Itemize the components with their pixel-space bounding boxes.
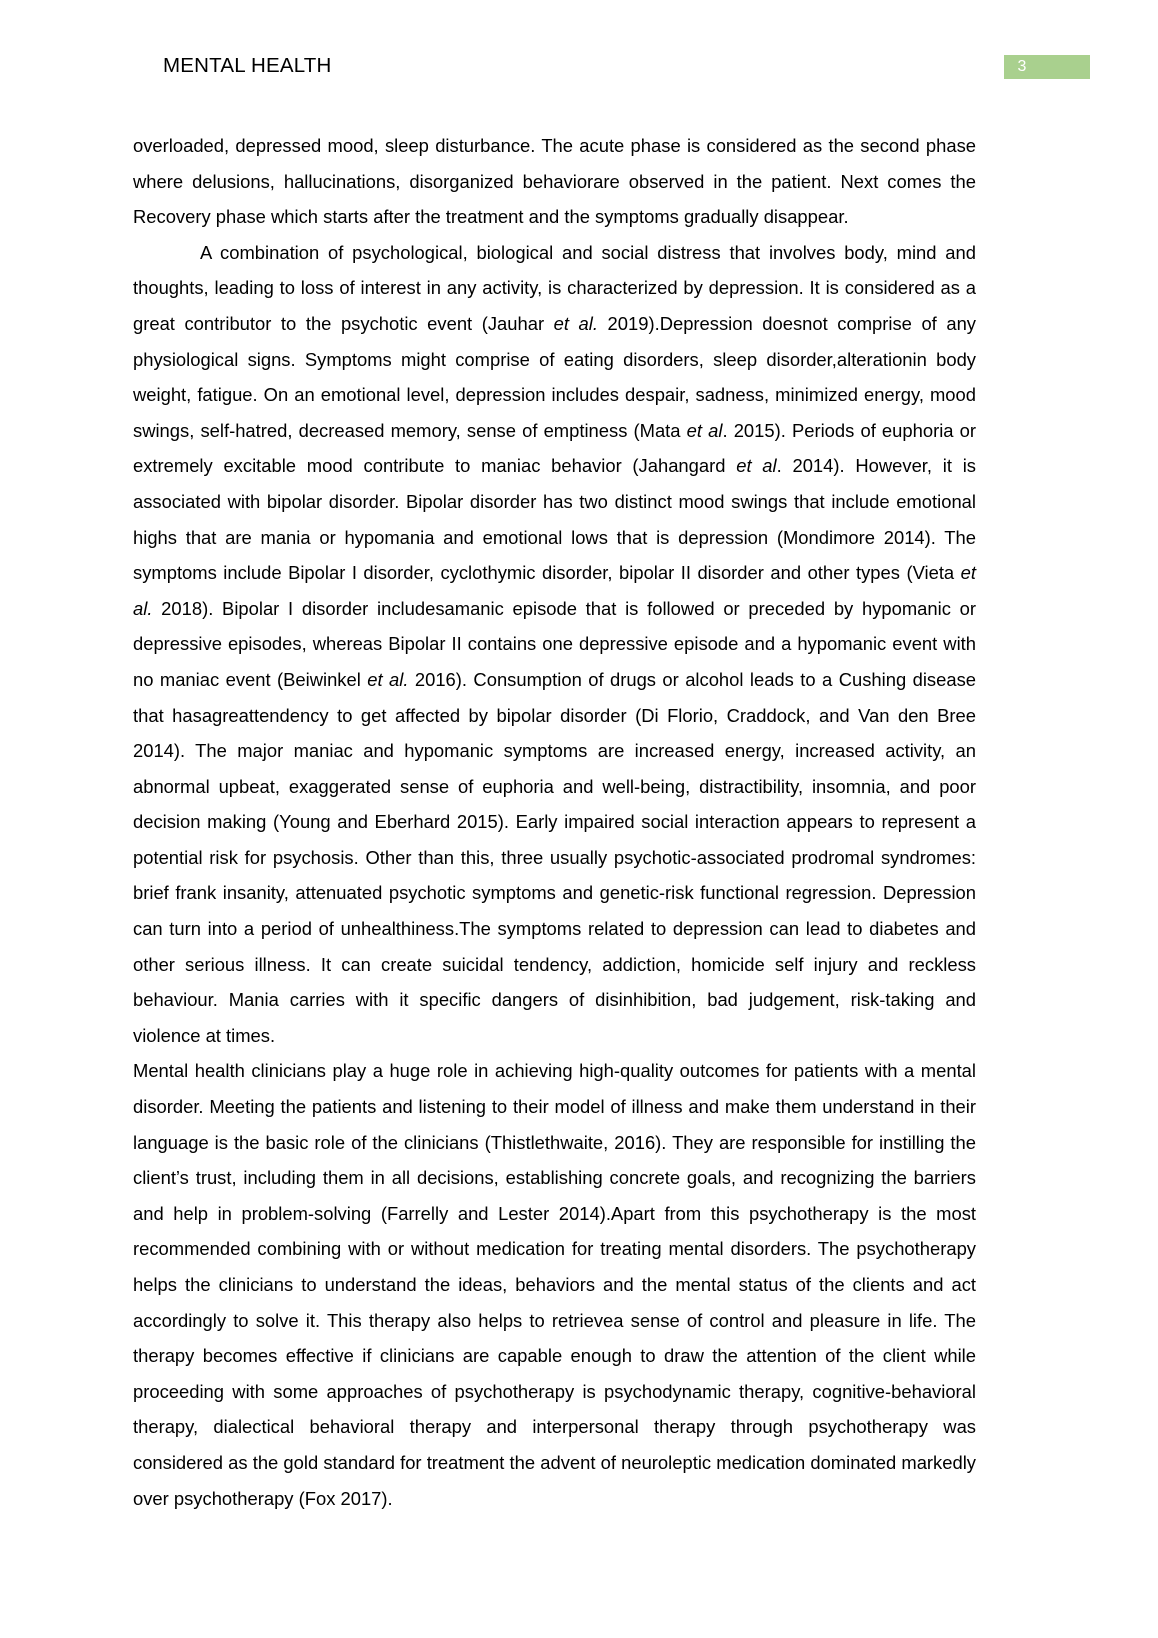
page-number-text: 3 [1017, 58, 1027, 75]
document-body [133, 128, 976, 1516]
paragraph-text-run: 2016). Consumption of drugs or alcohol leads to a Cushing disease that hasagreattendency to get affected by bipolar disorder (Di Florio, Craddock, and Van den Bree 2014). The major maniac and hypomanic symptoms are increased energy, increased activity, an abnormal upbeat, exaggerated sense of euphoria and well-being, distractibility, insomnia, and poor decision making (Young and Eberhard 2015). Early impaired social interaction appears to represent a potential risk for psychosis. Other than this, three usually psychotic-associated prodromal syndromes: brief frank insanity, attenuated psychotic symptoms and genetic-risk functional regression. Depression can turn into a period of unhealthiness.The symptoms related to depression can lead to diabetes and other serious illness. It can create suicidal tendency, addiction, homicide self injury and reckless behaviour. Mania carries with it specific dangers of disinhibition, bad judgement, risk-taking and violence at times. [133, 668, 976, 1046]
body-paragraph-2 [133, 235, 976, 1054]
citation-et-al: et al [736, 455, 777, 477]
paragraph-text-run: 2019).Depression doesnot comprise of any physiological signs. Symptoms might comprise of eating disorders, sleep disorder,alterationin body weight, fatigue. On an emotional level, depression includes despair, sadness, minimized energy, mood swings, self-hatred, decreased memory, sense of emptiness (Mata [133, 312, 976, 441]
page-header [0, 52, 1158, 82]
paragraph-text-run: . 2015). Periods of euphoria or extremely excitable mood contribute to maniac behavior (Jahangard [133, 419, 976, 477]
header-title: MENTAL HEALTH [163, 54, 332, 77]
body-paragraph-3: Mental health clinicians play a huge role in achieving high-quality outcomes for patients with a mental disorder. Meeting the patients and listening to their model of illness and make them understand in their language is the basic role of the clinicians (Thistlethwaite, 2016). They are responsible for instilling the client’s trust, including them in all decisions, establishing concrete goals, and recognizing the barriers and help in problem-solving (Farrelly and Lester 2014).Apart from this psychotherapy is the most recommended combining with or without medication for treating mental disorders. The psychotherapy helps the clinicians to understand the ideas, behaviors and the mental status of the clients and act accordingly to solve it. This therapy also helps to retrievea sense of control and pleasure in life. The therapy becomes effective if clinicians are capable enough to draw the attention of the client while proceeding with some approaches of psychotherapy is psychodynamic therapy, cognitive-behavioral therapy, dialectical behavioral therapy and interpersonal therapy through psychotherapy was considered as the gold standard for treatment the advent of neuroleptic medication dominated markedly over psychotherapy (Fox 2017). [133, 1060, 976, 1509]
paragraph-text-run: 2018). Bipolar I disorder includesamanic episode that is followed or preceded by hypomanic or depressive episodes, whereas Bipolar II contains one depressive episode and a hypomanic event with no maniac event (Beiwinkel [133, 597, 976, 690]
citation-et-al: et al. [553, 312, 598, 334]
paragraph-text-run: A combination of psychological, biological and social distress that involves body, mind and thoughts, leading to loss of interest in any activity, is characterized by depression. It is considered as a great contributor to the psychotic event (Jauhar [133, 241, 976, 334]
citation-et-al: et al [686, 419, 723, 441]
paragraph-text-run: . 2014). However, it is associated with bipolar disorder. Bipolar disorder has two distinct mood swings that include emotional highs that are mania or hypomania and emotional lows that is depression (Mondimore 2014). The symptoms include Bipolar I disorder, cyclothymic disorder, bipolar II disorder and other types (Vieta [133, 455, 976, 584]
citation-et-al: et al. [367, 668, 409, 690]
body-paragraph-1: overloaded, depressed mood, sleep disturbance. The acute phase is considered as the second phase where delusions, hallucinations, disorganized behaviorare observed in the patient. Next comes the Recovery phase which starts after the treatment and the symptoms gradually disappear. [133, 135, 976, 228]
page-number-badge [1004, 55, 1090, 79]
citation-et-al: et al. [133, 562, 976, 619]
